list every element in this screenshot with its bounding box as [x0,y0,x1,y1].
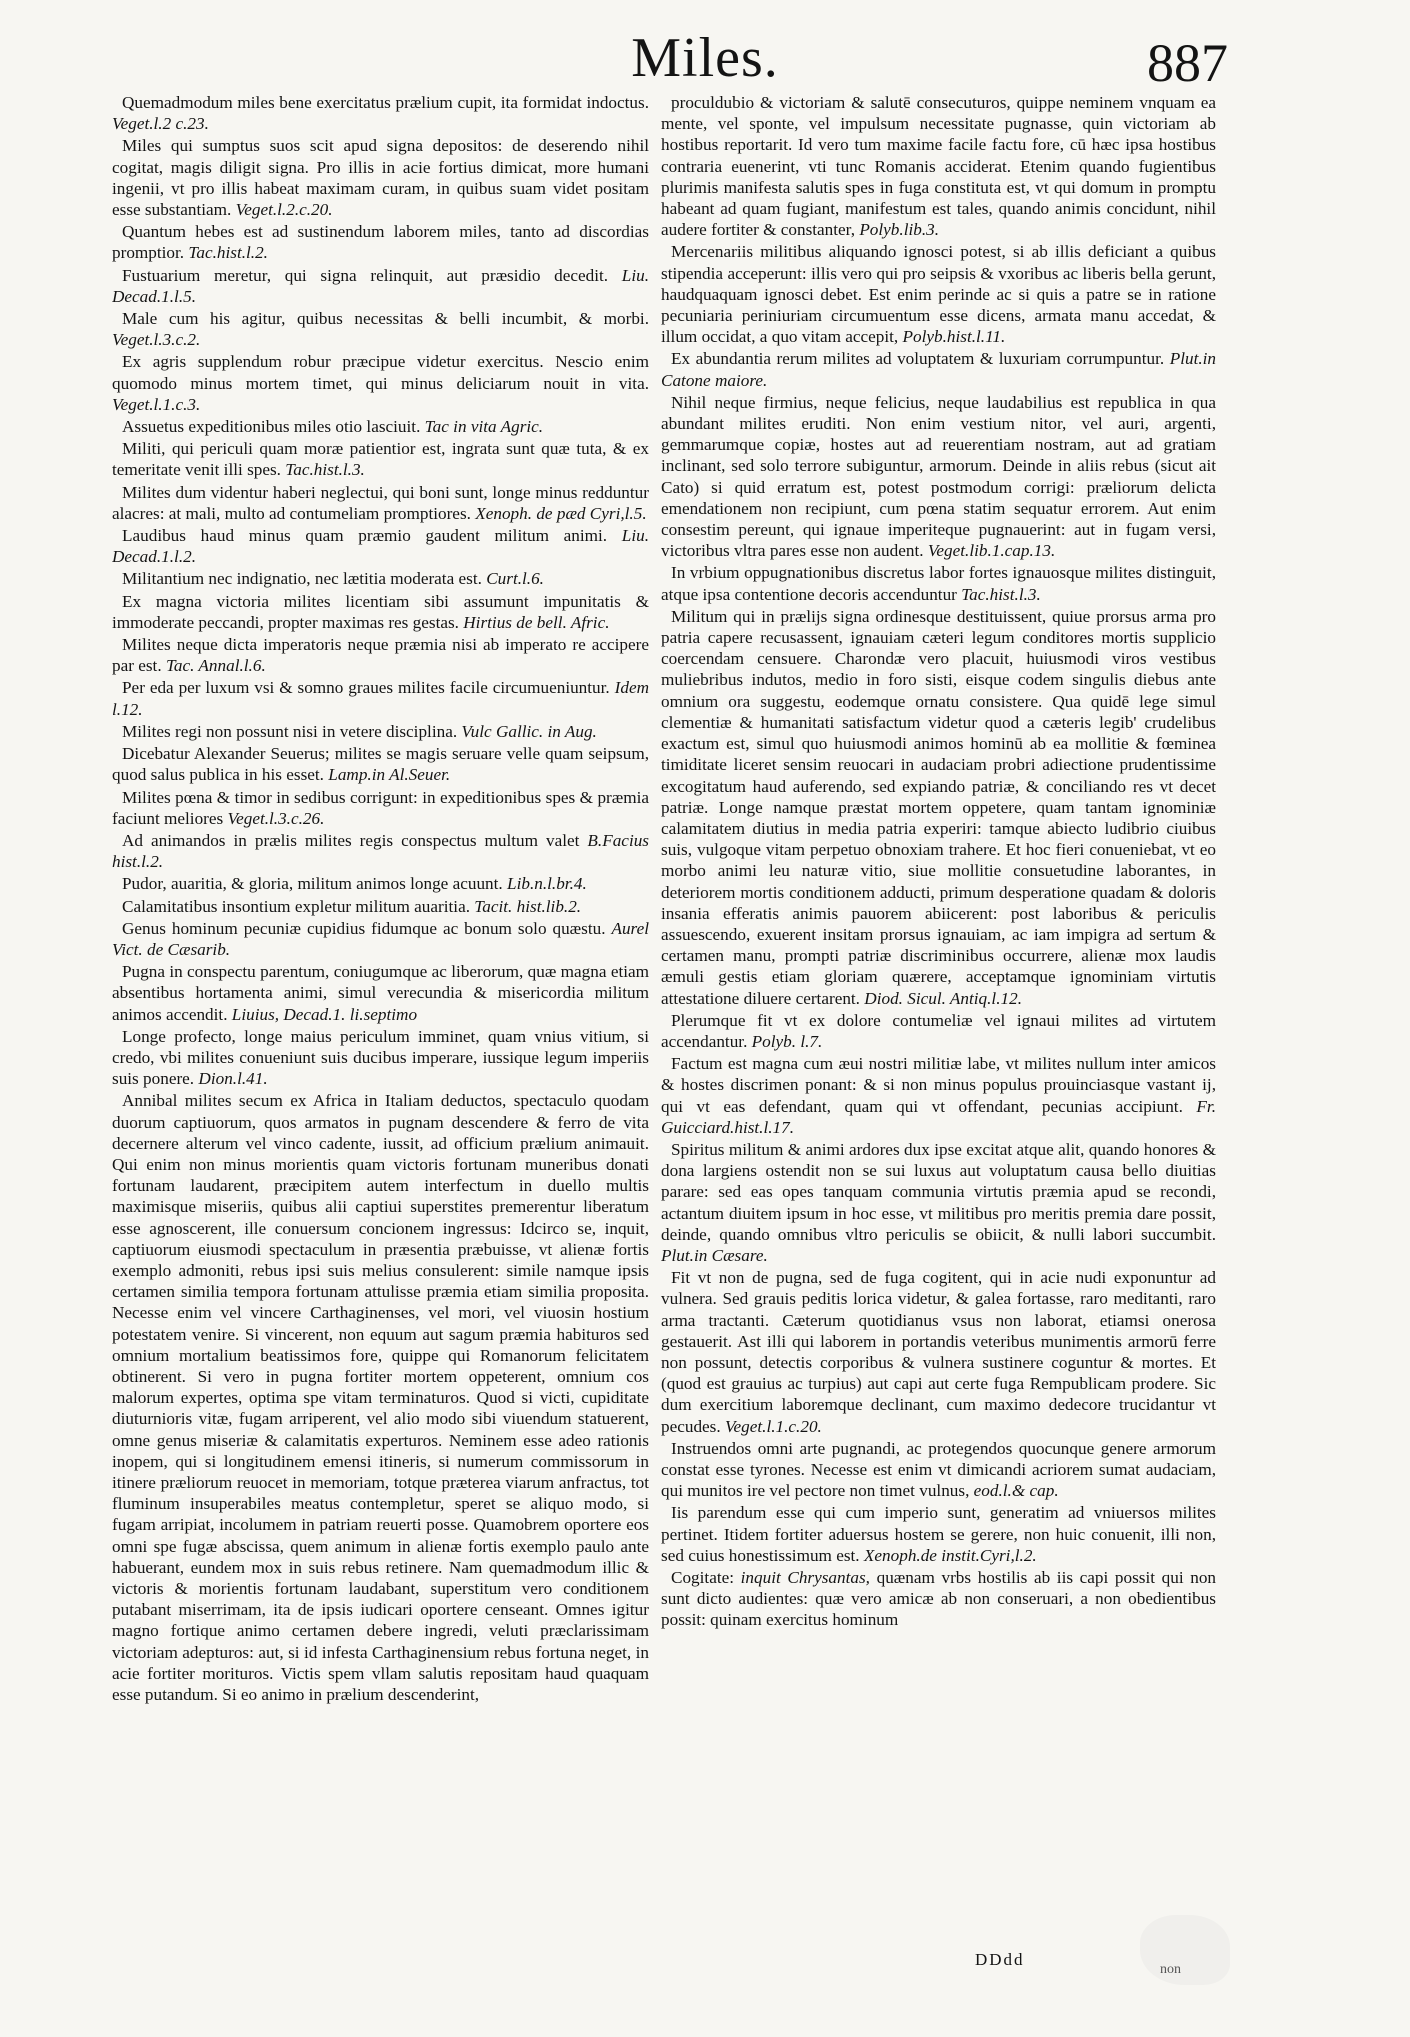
quotation-text: Assuetus expeditionibus miles otio lasciuit. [122,417,421,437]
quotation-text: Plerumque fit vt ex dolore contumeliæ vel ignaui milites ad virtutem accendantur. [661,1010,1216,1051]
citation: Plut.in Catone maiore. [661,349,1216,390]
quotation-entry [661,1267,1216,1437]
quotation-entry [661,1053,1216,1138]
quotation-text: Pudor, auaritia, & gloria, militum animos longe acuunt. [122,874,503,894]
quotation-text: Ex magna victoria milites licentiam sibi assumunt impunitatis & immoderate peccandi, propter maximas res gestas. [112,591,649,632]
citation: Tac.hist.l.3. [285,460,365,480]
citation: Veget.l.3.c.26. [227,808,325,828]
citation: Tac. Annal.l.6. [165,656,266,676]
quotation-entry [112,568,649,589]
citation: Polyb.hist.l.11. [902,327,1006,347]
citation: Liuius, Decad.1. li.septimo [231,1004,418,1024]
citation: Dion.l.41. [198,1069,268,1089]
quotation-text: Factum est magna cum æui nostri militiæ labe, vt milites nullum inter amicos & hostes discrimen ponant: & si non minus populus prouinciasque vastant ij, qui vt eas defendant, quam qui vt offendant, pecunias accipiunt. [661,1054,1216,1116]
citation: eod.l.& cap. [973,1481,1059,1501]
quotation-text: Fustuarium meretur, qui signa relinquit, aut præsidio decedit. [122,265,609,285]
quotation-text: Ad animandos in prælis milites regis conspectus multum valet [122,830,580,850]
quotation-text: Fit vt non de pugna, sed de fuga cogitent, qui in acie nudi exponuntur ad vulnera. Sed grauis peditis lorica videtur, & galea fortasse, raro meditanti, raro arma tractanti. Cæterum quotidianus vsus non laborat, etiamsi onerosa gestauerit. Ast illi qui laborem in portandis veteribus munimentis armorū ferre non possunt, detectis corporibus & vulnera sustinere coguntur & mortes. Et (quod est grauius ac turpius) aut capi aut certe fuga Rempublicam prodere. Sic dum exercitium laboremque declinant, cum maximo dedecore trucidantur vt pecudes. [661,1268,1216,1436]
quotation-text: Milites dum videntur haberi neglectui, qui boni sunt, longe minus redduntur alacres: at mali, multo ad contumeliam promptiores. [112,482,649,523]
quotation-entry [661,1010,1216,1052]
quotation-entry [112,873,649,894]
left-column [112,92,649,1962]
quotation-text: Militantium nec indignatio, nec lætitia moderata est. [122,569,482,589]
quotation-text: Laudibus haud minus quam præmio gaudent militum animi. [122,526,608,546]
page-title: Miles. [631,27,779,89]
quotation-entry [112,438,649,480]
quotation-text: Milites regi non possunt nisi in vetere disciplina. [122,721,458,741]
quotation-text: Per eda per luxum vsi & somno graues milites facile circumueniuntur. [122,678,610,698]
quotation-text: Iis parendum esse qui cum imperio sunt, generatim ad vniuersos milites pertinet. Itidem fortiter aduersus hostem se gerere, non huic conuenit, illi non, sed cuius honestissimum est. [661,1503,1216,1565]
quotation-entry [112,721,649,742]
quotation-entry [661,1438,1216,1502]
quotation-entry [661,392,1216,562]
quotation-text: Annibal milites secum ex Africa in Italiam deductos, spectaculo quodam duorum captiuorum, quos armatos in pugnam descendere & ferro de vita decernere alterum vel vinco cadente, iussit, ad officium prælium animauit. Qui enim non minus morientis quam victoris fortunam muneribus donati fortunam laudarent, præcipitem autem interfectum in duello multis maximisque miseriis, quibus alii captiui superstites premerentur liberatum esse agnoscerent, ille conuersum concionem ingressus: Idcirco se, inquit, captiuorum eiusmodi spectaculum in præsentia præbuisse, vt alienæ fortis exemplo admoniti, rebus ipsi suis melius consulerent: simile namque ipsis certamen similia tempora fortunam attulisse præmia etiam similia proposita. Necesse enim vel vincere Carthaginenses, vel mori, vel viuosin hostium potestatem venire. Si vincerent, non equum aut sagum præmia habituros sed omnium mortalium beatissimos fore, quippe qui Romanorum felicitatem obtinerent. Si vero in pugna fortiter mortem oppeterent, omnium cos malorum expertes, optima spe vitam terminaturos. Quod si victi, cupiditate diuturnioris vitæ, fugam arriperent, vel alio modo sibi viuendum statuerent, omne genus miseriæ & calamitatis experturos. Neminem esse adeo rationis inopem, qui si longitudinem emensi itineris, si numerum commissorum in itinere præliorum reuocet in memoriam, totque præterea viarum anfractus, tot fluminum insuperabiles meatus contempletur, speret se aliquo modo, si fugam arripiat, incolumem in patriam reuerti posse. Quamobrem oportere eos omni spe fugæ abscissa, quem animum in alienæ fortis exemplo paulo ante habuerant, eundem mox in suis rebus retinere. Nam quemadmodum illic & victoris & morientis fortunam laudabant, superstitum vero conditionem putabant miserrimam, ita de ipsis iudicari oportere censeant. Omnes igitur magno fortique animo certamen debere ingredi, veluti præclarissimam victoriam adepturos: aut, si id infesta Carthaginensium rebus fortuna neget, in acie fortiter morituros. Victis spem vllam salutis repositam haud quaquam esse putandum. Si eo animo in prælium descenderint, [112,1091,649,1705]
quotation-entry [112,677,649,719]
citation: Veget.lib.1.cap.13. [927,541,1056,561]
quotation-entry [112,743,649,785]
citation: Veget.l.3.c.2. [112,330,201,350]
quotation-text: Male cum his agitur, quibus necessitas & belli incumbit, & morbi. [122,309,649,329]
citation: Idem l.12. [112,678,649,719]
quotation-text: Milites neque dicta imperatoris neque præmia nisi ab imperato re accipere par est. [112,635,649,676]
quotation-text: Milites pœna & timor in sedibus corrigunt: in expeditionibus spes & præmia faciunt meliores [112,787,649,828]
quotation-text: Militi, qui periculi quam moræ patientior est, ingrata sunt quæ tuta, & ex temeritate venit illi spes. [112,439,649,480]
quotation-entry [112,961,649,1025]
quotation-text: Quantum hebes est ad sustinendum laborem miles, tanto ad discordias promptior. [112,222,649,263]
quotation-entry [112,591,649,633]
quotation-entry [112,918,649,960]
quotation-entry [112,634,649,676]
citation: inquit Chrysantas, [740,1568,870,1588]
quotation-entry [661,606,1216,1009]
quotation-entry [112,416,649,437]
quotation-text: Mercenariis militibus aliquando ignosci potest, si ab illis deficiant a quibus stipendia acceperunt: illis vero qui pro seipsis & vxoribus ac liberis bella gerunt, haudquaquam ignosci debet. Est enim perinde ac si quis a patre se in ratione pecuniaria periniuriam circumuentum esse dicens, armata manu accedat, & illum occidat, a quo vitam accepit, [661,242,1216,347]
citation: Lib.n.l.br.4. [507,874,587,894]
citation: Plut.in Cæsare. [661,1245,768,1265]
citation: B.Facius hist.l.2. [112,830,649,872]
quotation-entry [112,265,649,307]
quotation-text: Longe profecto, longe maius periculum imminet, quam vnius vitium, si credo, vbi milites conueniunt suis ducibus imperare, iussique legum imperiis suis ponere. [112,1026,649,1089]
citation: Veget.l.2 c.23. [112,114,209,134]
citation: Diod. Sicul. Antiq.l.12. [864,988,1022,1008]
citation: Aurel Vict. de Cæsarib. [112,918,649,959]
quotation-text: Pugna in conspectu parentum, coniugumque ac liberorum, quæ magna etiam absentibus hortamenta animi, simul verecundia & misericordia militum animos accendit. [112,962,649,1024]
scan-smudge [1140,1915,1230,1985]
quotation-entry [661,1139,1216,1266]
citation: Liu. Decad.1.l.2. [112,526,649,567]
citation: Fr. Guicciard.hist.l.17. [661,1096,1216,1137]
citation: Tacit. hist.lib.2. [474,896,582,916]
quotation-entry [112,221,649,263]
quotation-entry [112,135,649,220]
quotation-text: Calamitatibus insontium expletur militum auaritia. [122,896,470,916]
quotation-text: Spiritus militum & animi ardores dux ipse excitat atque alit, quando honores & dona largiens ostendit non se sui luxus aut voluptatum causa bello diuitias parare: sed eas opes tanquam communia virtutis præmia apud se recondi, actantum diuitem ipsum in hoc esse, vt militibus pro meritis premia dare possit, deinde, quando omnibus vltro periculis se obiicit, & nulli labori succumbit. [661,1139,1216,1244]
quotation-text: Nihil neque firmius, neque felicius, neque laudabilius est republica in qua abundant milites eruditi. Non enim vestium nitor, vel auri, argenti, gemmarumque copiæ, hostes aut ad reuerentiam nostram, aut ad gratiam inclinant, sed solo terrore subiguntur, armorum. Deinde in aliis rebus (sicut ait Cato) si quid erratum est, potest postmodum corrigi: præliorum delicta emendationem non recipiunt, cum pœna statim sequatur errorem. Aut enim consestim pereunt, qui ignaue imperiteque pugnauerint: aut in fugam versi, victoribus vltra pares esse non audent. [661,392,1216,561]
quotation-entry [661,92,1216,240]
right-column [661,92,1216,1962]
citation: Tac.hist.l.3. [961,584,1041,604]
citation: Vulc Gallic. in Aug. [461,721,597,741]
citation: Veget.l.1.c.20. [724,1416,822,1436]
citation: Lamp.in Al.Seuer. [328,765,451,785]
quotation-text: Instruendos omni arte pugnandi, ac protegendos quocunque genere armorum constat esse tyrones. Necesse est enim vt dimicandi acriorem sumat audaciam, qui munitos ire vel pectore non timet vulnus, [661,1438,1216,1501]
quotation-text: Militum qui in prælijs signa ordinesque destituissent, quiue prorsus arma pro patria capere recusassent, ignauiam cæteri legum conditores mortis supplicio coercendam censuere. Charondæ vero placuit, huiusmodi viros vestibus muliebribus indutos, medio in foro sisti, eisque codem singulis diebus ante omnium ora suggestu, eodemque ornatu consistere. Qua quidē lege simul clementiæ & humanitati satisfactum videtur quod a cæteris legib' crudelibus exactum est, simul quo huiusmodi animos hominū ab ea mollitie & fœminea timiditate liceret sensim reuocari in audaciam probri adiectione prudentissime excogitatum haud auferendo, sed expiando patriæ, & conciliando res vt decet patriæ. Longe namque præstat mortem oppetere, quam tantam ignominiæ calamitatem diutius in media patria experiri: tamque abiecto ludibrio ciuibus suis, vulgoque vitam perpetuo obnoxiam trahere. Et hoc fieri conueniebat, vt eo morbo animi leu naturæ vitio, siue mollitie consuetudine laborantes, in deteriorem mortis conditionem adducti, primum desperatione quadam & doloris insania efferatis animis pauorem abiicerent: post laboribus & periculis assuescendo, exuerent insitam prorsus ignauiam, ac iam impigra ad sertum & certamen manu, prompti patriæ discriminibus occurrere, alienæ mox laudis æmuli gestis etiam gloriam quærere, acceptamque ignominiam virtutis attestatione diluere certarent. [661,606,1216,1008]
quotation-entry [661,1502,1216,1566]
quotation-text: Cogitate: [671,1568,735,1588]
quotation-entry [112,92,649,134]
quotation-entry [112,351,649,415]
quotation-text: Miles qui sumptus suos scit apud signa depositos: de deserendo nihil cogitat, magis diligit signa. Pro illis in acie fortius dimicat, more humani ingenii, vt pro illis habeat maximam curam, in quibus suam videt positam esse substantiam. [112,136,649,220]
citation: Curt.l.6. [486,569,544,589]
page-number: 887 [1147,33,1228,93]
quotation-text: In vrbium oppugnationibus discretus labor fortes ignauosque milites distinguit, atque ipsa contentione decoris accenduntur [661,563,1216,604]
quotation-entry [112,830,649,872]
quotation-entry [112,482,649,524]
quotation-entry [661,241,1216,347]
citation: Xenoph.de instit.Cyri,l.2. [863,1545,1037,1565]
citation: Veget.l.2.c.20. [235,200,333,220]
quotation-entry [112,308,649,350]
quotation-text: proculdubio & victoriam & salutē consecuturos, quippe neminem vnquam ea mente, vel sponte, vel impulsum necessitate pugnasse, quin victoriam ab hostibus reportarit. Id vero tum maxime facile factu fore, cū hæc ipsa hostibus contraria euenerint, vti tunc Romanis acciderat. Etenim quando fugientibus plurimis manifesta salutis spes in fuga constituta est, vt qui domum in promptu habeant ad quam fugiant, manifestum est tales, quando animis concidunt, nihil audere fortiter & constanter, [661,93,1216,240]
running-head [0,22,1410,92]
quotation-entry [112,787,649,829]
quotation-entry [112,525,649,567]
quotation-text: Dicebatur Alexander Seuerus; milites se magis seruare velle quam seipsum, quod salus publica in his esset. [112,744,649,785]
citation: Polyb.lib.3. [859,220,940,240]
quotation-text: Genus hominum pecuniæ cupidius fidumque ac bonum solo quæstu. [122,918,606,938]
quotation-text-continued: quænam vrbs hostilis ab iis capi possit qui non sunt dicto audientes: quæ vero amicæ ab non conseruari, a non obedientibus possit: quinam exercitus hominum [661,1568,1216,1630]
quotation-text: Ex abundantia rerum milites ad voluptatem & luxuriam corrumpuntur. [671,349,1165,369]
quotation-entry [112,1026,649,1090]
citation: Tac in vita Agric. [424,417,544,437]
citation: Polyb. l.7. [751,1031,823,1051]
citation: Tac.hist.l.2. [188,243,268,263]
quotation-entry [112,896,649,917]
citation: Veget.l.1.c.3. [112,394,201,414]
citation: Xenoph. de pæd Cyri,l.5. [475,503,647,523]
signature-mark: DDdd [975,1950,1025,1969]
quotation-entry [661,1567,1216,1631]
quotation-entry [661,348,1216,390]
citation: Hirtius de bell. Afric. [463,612,610,632]
quotation-entry [112,1090,649,1705]
quotation-entry [661,562,1216,604]
citation: Liu. Decad.1.l.5. [112,265,649,306]
quotation-text: Ex agris supplendum robur præcipue videtur exercitus. Nescio enim quomodo minus mortem timet, qui minus deliciarum nouit in vita. [112,352,649,393]
catchword: non [1160,1962,1181,1977]
quotation-text: Quemadmodum miles bene exercitatus prælium cupit, ita formidat indoctus. [122,93,649,112]
